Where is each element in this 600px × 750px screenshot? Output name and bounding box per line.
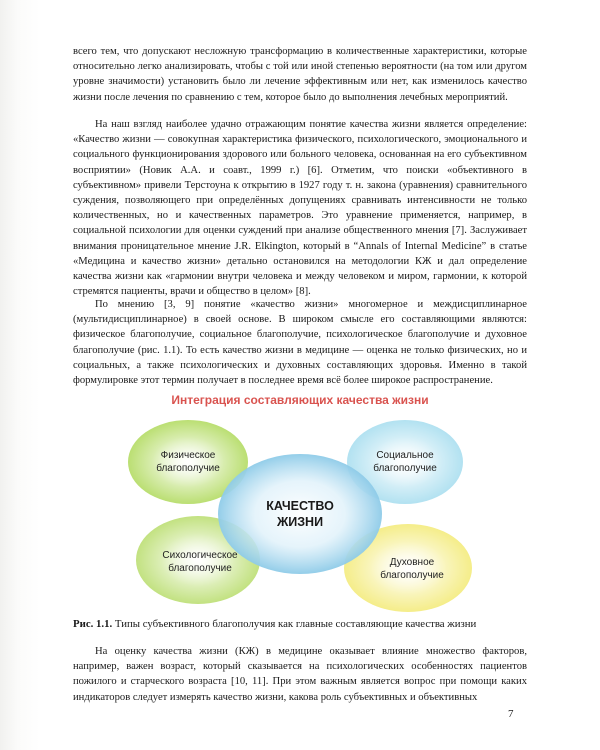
- psychological-label-1: Сихологическое: [162, 550, 238, 561]
- spiritual-label-1: Духовное: [389, 557, 435, 568]
- paragraph-3-text: По мнению [3, 9] понятие «качество жизни» многомерное и междисциплинарное (мультидисциплинарное) в своей основе. В широком смысле его составляющими являются: физическое благополучие, социальное благополучие, психологическое благополучие и духовное благополучие (рис. 1.1). То есть качество жизни в медицине — оценка не только физических, но и социальных, а также психологических и духовных составляющих здоровья. Именно в такой формулировке этот термин получает в последнее время всё более широкое распространение.: [73, 299, 527, 387]
- center-label-2: ЖИЗНИ: [276, 515, 324, 529]
- paragraph-1-text: всего тем, что допускают несложную трансформацию в количественные характеристики, которые относительно легко анализировать, чтобы с той или иной степенью вероятности (на том или другом уровне значимости) установить было ли лечение эффективным или нет, как изменилось качество жизни после лечения по сравнению с тем, которое было до выполнения лечебных мероприятий.: [73, 46, 527, 103]
- figure-title: Интеграция составляющих качества жизни: [171, 393, 429, 407]
- paragraph-2: [73, 117, 527, 299]
- psychological-label-2: благополучие: [168, 563, 232, 574]
- physical-label-2: благополучие: [156, 463, 220, 474]
- spiritual-label-2: благополучие: [380, 570, 444, 581]
- caption-label: Рис. 1.1.: [73, 618, 113, 630]
- paragraph-3: [73, 297, 527, 388]
- paragraph-4-text: На оценку качества жизни (КЖ) в медицине оказывает влияние множество факторов, например, важен возраст, который сказывается на психологических особенностях пациентов пожилого и старческого возраста [10, 11]. При этом важным является вопрос при помощи каких индикаторов следует измерять качество жизни, какова роль субъективных и объективных: [73, 646, 527, 703]
- paragraph-2-text: На наш взгляд наиболее удачно отражающим понятие качества жизни является определение: «Качество жизни — совокупная характеристика физического, психологического, эмоционального и социального функционирования здорового или больного человека, основанная на его субъективном восприятии» (Новик А.А. и соавт., 1999 г.) [6]. Отметим, что поиски «объективного в субъективном» привели Терстоуна к открытию в 1927 году т. н. закона (уравнения) сравнительного суждения, позволяющего при определённых допущениях сравнивать интенсивности не только количественных, но и качественных параметров. Это уравнение применяется, например, в социальной психологии для оценки суждений при анализе общественного мнения [7]. Заслуживает внимания проницательное мнение J.R. Elkington, который в “Annals of Internal Medicine” в статье «Медицина и качество жизни» детально остановился на методологии КЖ и дал определение качества жизни как «гармонии внутри человека и между человеком и миром, гармонии, к которой стремятся пациенты, врачи и общество в целом» [8].: [73, 119, 527, 298]
- quality-of-life-diagram: [130, 418, 470, 608]
- caption-text: Типы субъективного благополучия как главные составляющие качества жизни: [112, 618, 477, 630]
- center-label-1: КАЧЕСТВО: [266, 499, 334, 513]
- paragraph-4: [73, 644, 527, 705]
- physical-label-1: Физическое: [160, 450, 216, 461]
- quality-of-life-center-circle: [218, 454, 382, 574]
- social-label-2: благополучие: [373, 463, 437, 474]
- page-number: 7: [508, 708, 514, 720]
- figure-caption: [73, 618, 527, 630]
- social-label-1: Социальное: [376, 450, 434, 461]
- paragraph-1: [73, 44, 527, 105]
